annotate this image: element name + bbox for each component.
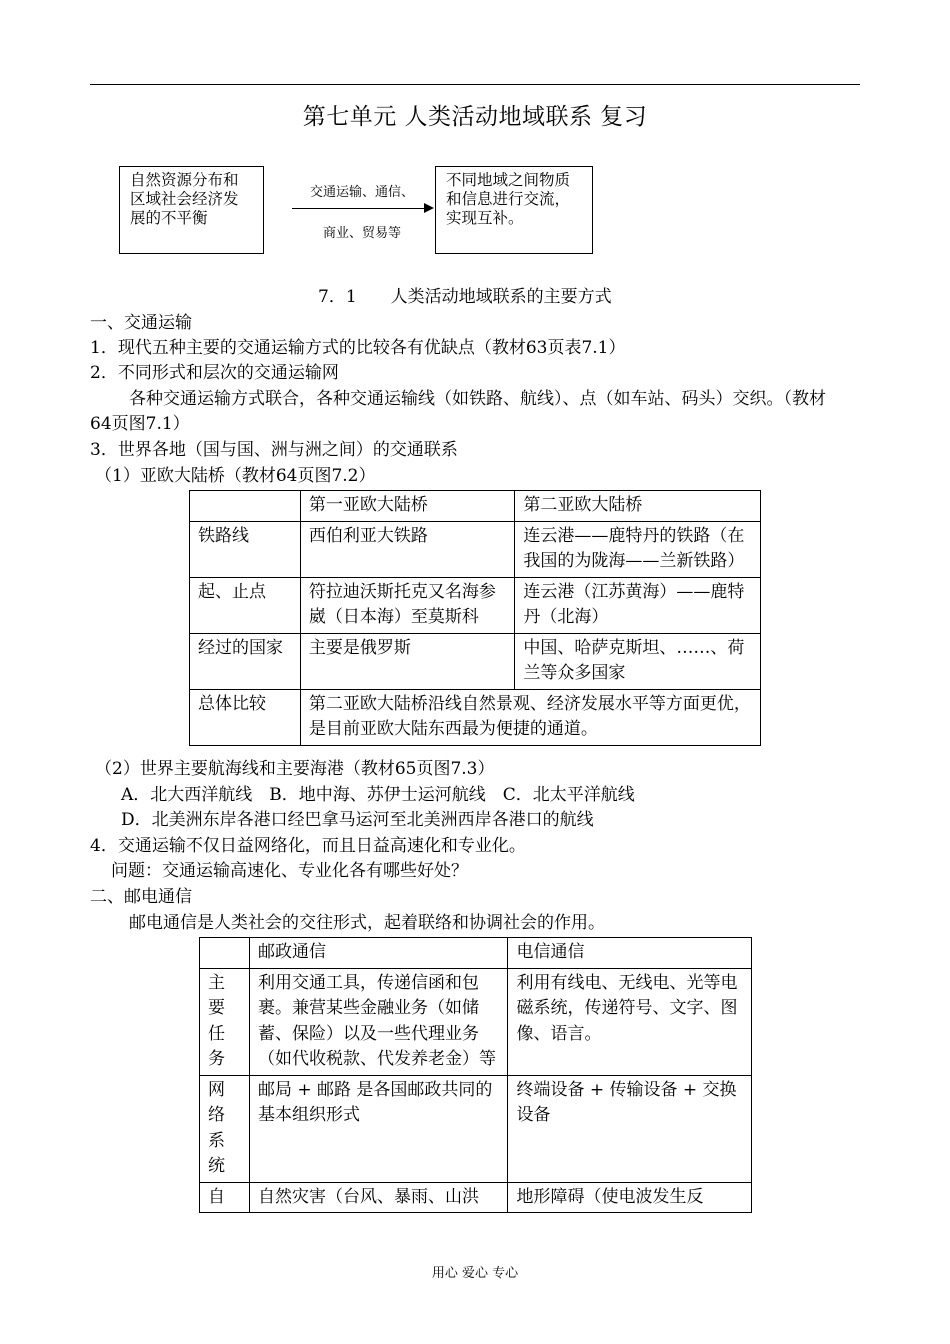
text-line: 1．现代五种主要的交通运输方式的比较各有优缺点（教材63页表7.1） [90,338,626,358]
table-cell: 起、止点 [190,577,301,633]
table-cell: 电信通信 [508,938,752,969]
table-cell: 第二亚欧大陆桥沿线自然景观、经济发展水平等方面更优，是目前亚欧大陆东西最为便捷的通道。 [300,689,760,745]
table-cell: 连云港（江苏黄海）——鹿特丹（北海） [515,577,761,633]
table-header-row [200,938,752,969]
table-cell: 网络系统 [200,1075,250,1182]
land-bridge-table [189,490,761,746]
table-cell: 铁路线 [190,521,301,577]
table-header-row [190,491,761,522]
top-rule [90,84,860,85]
table-cell: 西伯利亚大铁路 [300,521,515,577]
text-line: 各种交通运输方式联合，各种交通运输线（如铁路、航线）、点（如车站、码头）交织。（教材 [129,389,826,409]
heading-transport: 一、交通运输 [90,313,192,333]
table-cell: 总体比较 [190,689,301,745]
table-cell: 终端设备 + 传输设备 + 交换设备 [508,1075,752,1182]
text-line: 3．世界各地（国与国、洲与洲之间）的交通联系 [90,440,458,460]
text-line: 2．不同形式和层次的交通运输网 [90,363,339,383]
cause-box: 自然资源分布和区域社会经济发展的不平衡 [119,166,264,254]
table-cell: 经过的国家 [190,633,301,689]
table-cell: 第一亚欧大陆桥 [300,491,515,522]
table-cell: 自然灾害（台风、暴雨、山洪 [249,1182,508,1213]
table-cell [190,491,301,522]
section-heading: 7．1 人类活动地域联系的主要方式 [318,287,612,307]
table-cell: 利用有线电、无线电、光等电磁系统，传递符号、文字、图像、语言。 [508,968,752,1075]
table-cell: 符拉迪沃斯托克又名海参崴（日本海）至莫斯科 [300,577,515,633]
communication-table [199,937,752,1213]
table-cell: 邮局 + 邮路 是各国邮政共同的基本组织形式 [249,1075,508,1182]
table-row [200,968,752,1075]
table-cell: 地形障碍（使电波发生反 [508,1182,752,1213]
table-cell: 第二亚欧大陆桥 [515,491,761,522]
arrow-label-top: 交通运输、通信、 [309,185,414,200]
table-row [190,689,761,745]
page-title: 第七单元 人类活动地域联系 复习 [302,104,648,130]
table-cell [200,938,250,969]
text-line: 邮电通信是人类社会的交往形式，起着联络和协调社会的作用。 [129,913,605,933]
table-row [190,633,761,689]
text-line: （2）世界主要航海线和主要海港（教材65页图7.3） [95,759,495,779]
page-footer: 用心 爱心 专心 [431,1266,519,1281]
flow-arrow [292,208,426,209]
text-line: 64页图7.1） [90,414,190,434]
table-cell: 中国、哈萨克斯坦、……、荷兰等众多国家 [515,633,761,689]
table-row [190,521,761,577]
arrow-head-icon [424,203,434,213]
table-cell: 主要任务 [200,968,250,1075]
text-line: A．北大西洋航线 B．地中海、苏伊士运河航线 C．北太平洋航线 [121,785,635,805]
table-cell: 主要是俄罗斯 [300,633,515,689]
table-cell: 连云港——鹿特丹的铁路（在我国的为陇海——兰新铁路） [515,521,761,577]
table-row [200,1182,752,1213]
table-cell: 自 [200,1182,250,1213]
table-row [190,577,761,633]
text-line: D．北美洲东岸各港口经巴拿马运河至北美洲西岸各港口的航线 [121,810,594,830]
arrow-label-bottom: 商业、贸易等 [322,226,401,241]
text-line: （1）亚欧大陆桥（教材64页图7.2） [95,466,376,486]
result-box: 不同地域之间物质和信息进行交流，实现互补。 [435,166,593,254]
table-cell: 利用交通工具，传递信函和包裹。兼营某些金融业务（如储蓄、保险）以及一些代理业务（如代收税款、代发养老金）等 [249,968,508,1075]
table-cell: 邮政通信 [249,938,508,969]
heading-communication: 二、邮电通信 [90,887,192,907]
text-line: 问题：交通运输高速化、专业化各有哪些好处？ [111,861,468,881]
table-row [200,1075,752,1182]
text-line: 4．交通运输不仅日益网络化，而且日益高速化和专业化。 [90,836,526,856]
